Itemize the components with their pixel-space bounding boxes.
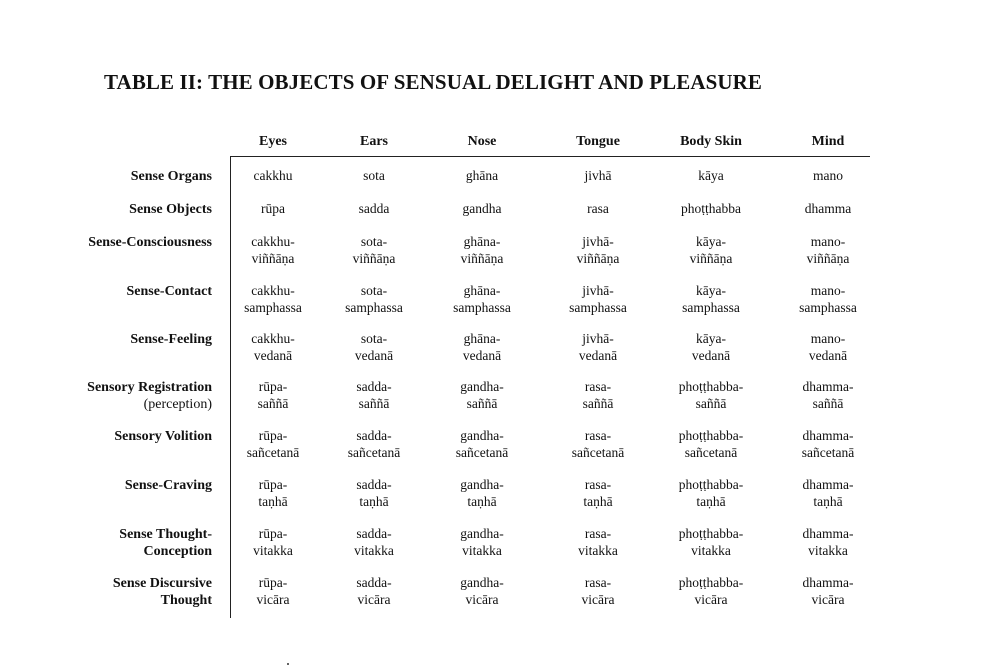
cell-text: dhamma- bbox=[802, 575, 854, 590]
table-cell bbox=[803, 379, 854, 412]
cell-text: samphassa bbox=[244, 299, 302, 315]
cell-text: samphassa bbox=[682, 299, 740, 315]
table-cell bbox=[679, 575, 743, 608]
column-header: Mind bbox=[811, 134, 845, 149]
table-cell bbox=[698, 168, 723, 185]
cell-text: taṇhā bbox=[359, 493, 389, 509]
cell-text: cakkhu bbox=[253, 168, 293, 183]
table-cell bbox=[460, 477, 503, 510]
cell-text: phoṭṭhabba- bbox=[678, 428, 744, 443]
cell-text: cakkhu- bbox=[251, 283, 295, 298]
table-cell bbox=[251, 234, 294, 267]
row-label-line: Conception bbox=[143, 544, 212, 559]
table-cell bbox=[356, 575, 391, 608]
row-label-line: Sensory Volition bbox=[114, 429, 212, 444]
cell-text: rūpa bbox=[261, 201, 285, 216]
cell-text: cakkhu- bbox=[251, 331, 295, 346]
row-label-line: Sense Objects bbox=[129, 202, 212, 217]
cell-text: jivhā- bbox=[582, 234, 614, 249]
cell-text: ghāna- bbox=[463, 331, 501, 346]
table-cell bbox=[572, 428, 624, 461]
table-cell bbox=[247, 428, 299, 461]
table-cell bbox=[679, 526, 743, 559]
table-cell bbox=[261, 201, 285, 218]
cell-text: rasa- bbox=[584, 428, 612, 443]
cell-text: dhamma bbox=[804, 201, 852, 216]
cell-text: rūpa- bbox=[258, 379, 288, 394]
cell-text: taṇhā bbox=[258, 493, 288, 509]
row-label bbox=[88, 234, 212, 251]
cell-text: ghāna- bbox=[463, 283, 501, 298]
cell-text: sadda- bbox=[356, 477, 392, 492]
table-cell bbox=[257, 575, 290, 608]
cell-text: sadda- bbox=[356, 526, 392, 541]
table-cell bbox=[583, 379, 614, 412]
cell-text: sadda bbox=[358, 201, 390, 216]
table-cell bbox=[813, 168, 843, 185]
cell-text: viññāṇa bbox=[806, 250, 850, 266]
cell-text: vitakka bbox=[462, 542, 502, 558]
header-rule bbox=[230, 156, 870, 157]
table-cell bbox=[803, 526, 854, 559]
cell-text: sota- bbox=[360, 331, 388, 346]
cell-text: mano- bbox=[810, 283, 846, 298]
column-header: Nose bbox=[467, 134, 497, 149]
table-cell bbox=[244, 283, 302, 316]
row-label-divider bbox=[230, 156, 231, 618]
cell-text: saññā bbox=[582, 395, 614, 411]
row-label bbox=[131, 168, 212, 185]
cell-text: gandha- bbox=[460, 379, 504, 394]
cell-text: vedanā bbox=[354, 347, 394, 363]
table-cell bbox=[356, 477, 391, 510]
cell-text: sadda- bbox=[356, 379, 392, 394]
cell-text: vicāra bbox=[357, 591, 391, 607]
row-label bbox=[119, 526, 212, 560]
table-cell bbox=[582, 575, 615, 608]
table-cell bbox=[577, 234, 620, 267]
page-title: TABLE II: THE OBJECTS OF SENSUAL DELIGHT AND PLEASURE bbox=[104, 70, 763, 94]
cell-text: vedanā bbox=[462, 347, 502, 363]
cell-text: dhamma- bbox=[802, 526, 854, 541]
table-cell bbox=[679, 379, 743, 412]
table-cell bbox=[461, 234, 504, 267]
row-label bbox=[129, 201, 212, 218]
cell-text: sadda- bbox=[356, 428, 392, 443]
table-cell bbox=[585, 168, 612, 185]
row-label-line: Sense-Feeling bbox=[130, 332, 212, 347]
cell-text: sadda- bbox=[356, 575, 392, 590]
cell-text: sañcetanā bbox=[571, 444, 625, 460]
table-cell bbox=[803, 575, 854, 608]
cell-text: jivhā bbox=[584, 168, 612, 183]
cell-text: rasa bbox=[587, 201, 609, 216]
cell-text: phoṭṭhabba bbox=[681, 201, 741, 216]
cell-text: kāya- bbox=[696, 331, 726, 346]
row-label-line: Sense-Craving bbox=[124, 478, 212, 493]
cell-text: sañcetanā bbox=[347, 444, 401, 460]
table-cell bbox=[809, 331, 847, 364]
table-cell bbox=[353, 234, 396, 267]
table-cell bbox=[356, 379, 391, 412]
cell-text: vitakka bbox=[253, 542, 293, 558]
table-cell bbox=[679, 477, 743, 510]
row-label bbox=[130, 331, 212, 348]
table-cell bbox=[690, 234, 733, 267]
cell-text: taṇhā bbox=[813, 493, 843, 509]
cell-text: samphassa bbox=[453, 299, 511, 315]
cell-text: jivhā- bbox=[582, 283, 614, 298]
table-cell bbox=[354, 526, 394, 559]
column-header: Body Skin bbox=[680, 134, 742, 149]
row-label bbox=[114, 428, 212, 445]
cell-text: phoṭṭhabba- bbox=[678, 477, 744, 492]
table-cell bbox=[460, 575, 503, 608]
cell-text: jivhā- bbox=[582, 331, 614, 346]
cell-text: saññā bbox=[812, 395, 844, 411]
table-cell bbox=[348, 428, 400, 461]
table-cell bbox=[802, 428, 854, 461]
cell-text: rasa- bbox=[584, 575, 612, 590]
cell-text: dhamma- bbox=[802, 379, 854, 394]
cell-text: vedanā bbox=[691, 347, 731, 363]
cell-text: rūpa- bbox=[258, 575, 288, 590]
row-label bbox=[125, 477, 212, 494]
cell-text: gandha- bbox=[460, 477, 504, 492]
cell-text: saññā bbox=[358, 395, 390, 411]
table-cell bbox=[258, 477, 287, 510]
table-cell bbox=[345, 283, 403, 316]
row-label bbox=[126, 283, 212, 300]
cell-text: viññāṇa bbox=[460, 250, 504, 266]
row-label bbox=[113, 575, 212, 609]
cell-text: gandha- bbox=[460, 575, 504, 590]
row-label-line: Sensory Registration bbox=[87, 380, 212, 395]
cell-text: vicāra bbox=[465, 591, 499, 607]
cell-text: mano- bbox=[810, 331, 846, 346]
cell-text: gandha- bbox=[460, 526, 504, 541]
table-cell bbox=[583, 477, 612, 510]
table-cell bbox=[681, 201, 741, 218]
row-label-line: Sense-Consciousness bbox=[88, 235, 212, 250]
cell-text: phoṭṭhabba- bbox=[678, 575, 744, 590]
column-header: Eyes bbox=[259, 134, 287, 149]
cell-text: vedanā bbox=[253, 347, 293, 363]
table-cell bbox=[578, 526, 618, 559]
cell-text: samphassa bbox=[345, 299, 403, 315]
cell-text: rūpa- bbox=[258, 526, 288, 541]
cell-text: rasa- bbox=[584, 379, 612, 394]
cell-text: vitakka bbox=[691, 542, 731, 558]
cell-text: dhamma- bbox=[802, 428, 854, 443]
cell-text: vitakka bbox=[354, 542, 394, 558]
cell-text: vicāra bbox=[811, 591, 845, 607]
cell-text: vedanā bbox=[578, 347, 618, 363]
cell-text: ghāna- bbox=[463, 234, 501, 249]
row-label bbox=[87, 379, 212, 413]
table-cell bbox=[363, 168, 385, 185]
table-cell bbox=[807, 234, 850, 267]
cell-text: viññāṇa bbox=[689, 250, 733, 266]
table-cell bbox=[456, 428, 508, 461]
table-cell bbox=[692, 331, 730, 364]
cell-text: sañcetanā bbox=[684, 444, 738, 460]
table-cell bbox=[251, 331, 294, 364]
row-label-line: Thought bbox=[160, 593, 212, 608]
table-cell bbox=[569, 283, 627, 316]
row-label-line: Sense-Contact bbox=[126, 284, 212, 299]
cell-text: rasa- bbox=[584, 477, 612, 492]
cell-text: cakkhu- bbox=[251, 234, 295, 249]
cell-text: sañcetanā bbox=[801, 444, 855, 460]
cell-text: phoṭṭhabba- bbox=[678, 379, 744, 394]
table-cell bbox=[253, 526, 293, 559]
table-cell bbox=[799, 283, 857, 316]
row-label-line: Sense Thought- bbox=[119, 527, 212, 542]
cell-text: dhamma- bbox=[802, 477, 854, 492]
cell-text: viññāṇa bbox=[251, 250, 295, 266]
cell-text: viññāṇa bbox=[352, 250, 396, 266]
cell-text: sañcetanā bbox=[246, 444, 300, 460]
cell-text: gandha- bbox=[460, 428, 504, 443]
cell-text: sota- bbox=[360, 283, 388, 298]
cell-text: saññā bbox=[466, 395, 498, 411]
cell-text: saññā bbox=[695, 395, 727, 411]
table-cell bbox=[682, 283, 740, 316]
cell-text: taṇhā bbox=[583, 493, 613, 509]
row-sublabel: (perception) bbox=[143, 397, 212, 412]
column-header: Ears bbox=[360, 134, 388, 149]
cell-text: sota bbox=[363, 168, 385, 183]
table-cell bbox=[258, 379, 289, 412]
cell-text: vitakka bbox=[808, 542, 848, 558]
cell-text: taṇhā bbox=[696, 493, 726, 509]
row-label-line: Sense Discursive bbox=[112, 576, 212, 591]
table-cell bbox=[679, 428, 743, 461]
cell-text: vicāra bbox=[694, 591, 728, 607]
cell-text: kāya- bbox=[696, 234, 726, 249]
cell-text: sañcetanā bbox=[455, 444, 509, 460]
cell-text: viññāṇa bbox=[576, 250, 620, 266]
table-cell bbox=[355, 331, 393, 364]
table-cell bbox=[463, 331, 501, 364]
cell-text: phoṭṭhabba- bbox=[678, 526, 744, 541]
table-cell bbox=[359, 201, 390, 218]
cell-text: rūpa- bbox=[258, 477, 288, 492]
table-cell bbox=[453, 283, 511, 316]
row-label-line: Sense Organs bbox=[130, 169, 212, 184]
table-cell bbox=[463, 201, 502, 218]
column-header: Tongue bbox=[576, 134, 620, 149]
cell-text: samphassa bbox=[799, 299, 857, 315]
cell-text: ghāna bbox=[465, 168, 499, 183]
table-cell bbox=[460, 379, 503, 412]
cell-text: taṇhā bbox=[467, 493, 497, 509]
table-cell bbox=[587, 201, 609, 218]
table-cell bbox=[805, 201, 852, 218]
table-cell bbox=[579, 331, 617, 364]
table-cell bbox=[460, 526, 503, 559]
cell-text: mano bbox=[813, 168, 843, 183]
cell-text: vedanā bbox=[808, 347, 848, 363]
cell-text: rasa- bbox=[584, 526, 612, 541]
cell-text: vicāra bbox=[256, 591, 290, 607]
table-cell bbox=[803, 477, 854, 510]
cell-text: vicāra bbox=[581, 591, 615, 607]
cell-text: vitakka bbox=[578, 542, 618, 558]
table-cell bbox=[254, 168, 293, 185]
table-cell bbox=[466, 168, 498, 185]
cell-text: gandha bbox=[462, 201, 502, 216]
cell-text: rūpa- bbox=[258, 428, 288, 443]
cell-text: mano- bbox=[810, 234, 846, 249]
cell-text: kāya bbox=[698, 168, 724, 183]
cell-text: saññā bbox=[257, 395, 289, 411]
cell-text: kāya- bbox=[696, 283, 726, 298]
stray-mark bbox=[287, 663, 289, 665]
cell-text: samphassa bbox=[569, 299, 627, 315]
cell-text: sota- bbox=[360, 234, 388, 249]
